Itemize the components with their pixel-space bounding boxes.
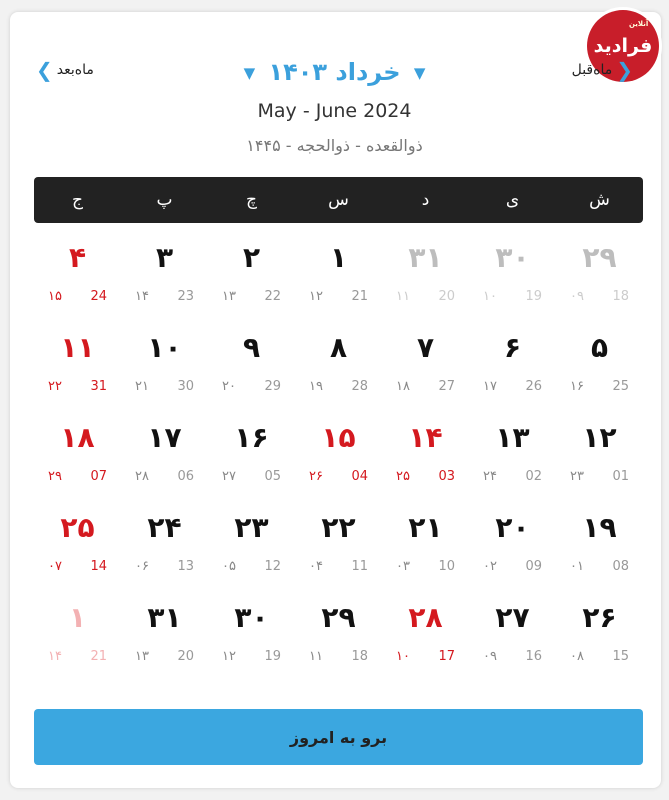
hijri-day: ۲۲ [48,379,62,394]
hijri-day: ۱۸ [396,379,410,394]
hijri-day: ۱۲ [309,289,323,304]
gregorian-day: 30 [177,379,194,394]
persian-day-number: ۱۳ [495,421,530,454]
weekday-label: ش [589,190,610,210]
persian-day-number: ۳۱ [147,601,182,634]
hijri-range: ذوالقعده - ذوالحجه - ۱۴۴۵ [246,136,423,155]
gregorian-day: 29 [264,379,281,394]
gregorian-day: 18 [612,289,629,304]
day-cell[interactable] [208,327,295,417]
day-cell[interactable] [34,507,121,597]
secondary-dates [556,649,643,664]
persian-day-number: ۱۴ [408,421,443,454]
day-cell[interactable] [382,417,469,507]
month-selector[interactable] [0,58,669,86]
hijri-day: ۱۴ [135,289,149,304]
persian-day-number: ۲۵ [60,511,95,544]
persian-day-number: ۷ [416,331,435,364]
gregorian-day: 12 [264,559,281,574]
day-cell[interactable] [469,237,556,327]
persian-day-number: ۱۱ [60,331,95,364]
arrow-right-icon: ❯ [616,58,633,82]
persian-day-number: ۱ [329,241,348,274]
secondary-dates [34,649,121,664]
secondary-dates [382,559,469,574]
gregorian-day: 14 [90,559,107,574]
gregorian-day: 18 [351,649,368,664]
persian-day-number: ۲۹ [582,241,617,274]
weekday-label: ی [505,190,520,210]
day-cell[interactable] [556,417,643,507]
chevron-down-icon[interactable]: ▼ [413,64,426,82]
secondary-dates [295,379,382,394]
day-cell[interactable] [34,237,121,327]
secondary-dates [208,559,295,574]
hijri-day: ۱۳ [135,649,149,664]
gregorian-day: 02 [525,469,542,484]
hijri-day: ۱۵ [48,289,62,304]
secondary-dates [34,289,121,304]
gregorian-day: 07 [90,469,107,484]
persian-day-number: ۴ [68,241,87,274]
hijri-day: ۰۶ [135,559,149,574]
gregorian-day: 11 [351,559,368,574]
secondary-dates [34,559,121,574]
hijri-day: ۰۲ [483,559,497,574]
secondary-dates [382,469,469,484]
gregorian-day: 17 [438,649,455,664]
weekday-label: پ [156,190,173,210]
persian-day-number: ۲۰ [495,511,530,544]
week-row [34,237,643,327]
day-cell[interactable] [34,327,121,417]
persian-day-number: ۱۲ [582,421,617,454]
day-cell[interactable] [121,237,208,327]
gregorian-day: 31 [90,379,107,394]
day-cell[interactable] [121,327,208,417]
weekday-label: ج [72,190,83,210]
secondary-dates [121,289,208,304]
arrow-left-icon: ❮ [36,58,53,82]
hijri-day: ۲۸ [135,469,149,484]
hijri-day: ۲۳ [570,469,584,484]
persian-day-number: ۱ [68,601,87,634]
weekday-label: چ [246,190,257,210]
hijri-day: ۰۱ [570,559,584,574]
day-cell[interactable] [34,597,121,687]
gregorian-day: 26 [525,379,542,394]
secondary-dates [208,649,295,664]
secondary-dates [556,559,643,574]
gregorian-day: 06 [177,469,194,484]
secondary-dates [121,469,208,484]
day-cell[interactable] [208,237,295,327]
persian-day-number: ۲۷ [495,601,530,634]
secondary-dates [208,469,295,484]
gregorian-day: 01 [612,469,629,484]
gregorian-day: 21 [90,649,107,664]
persian-day-number: ۹ [242,331,261,364]
gregorian-day: 20 [177,649,194,664]
persian-day-number: ۲۳ [234,511,269,544]
persian-day-number: ۲۹ [321,601,356,634]
secondary-dates [121,559,208,574]
hijri-day: ۲۱ [135,379,149,394]
gregorian-day: 13 [177,559,194,574]
gregorian-day: 10 [438,559,455,574]
secondary-dates [556,469,643,484]
day-cell[interactable] [121,597,208,687]
day-cell[interactable] [208,417,295,507]
persian-day-number: ۱۰ [147,331,182,364]
day-cell[interactable] [469,597,556,687]
secondary-dates [382,649,469,664]
month-title: خرداد ۱۴۰۳ [268,58,401,86]
gregorian-day: 03 [438,469,455,484]
gregorian-day: 22 [264,289,281,304]
secondary-dates [469,559,556,574]
persian-day-number: ۲۲ [321,511,356,544]
day-cell[interactable] [469,417,556,507]
persian-day-number: ۲۴ [147,511,182,544]
day-cell[interactable] [208,507,295,597]
gregorian-day: 04 [351,469,368,484]
hijri-day: ۰۹ [570,289,584,304]
go-to-today-button[interactable]: برو به امروز [34,709,643,765]
day-cell[interactable] [556,507,643,597]
week-row [34,417,643,507]
gregorian-range: May - June 2024 [257,100,412,122]
hijri-day: ۰۳ [396,559,410,574]
gregorian-day: 24 [90,289,107,304]
gregorian-day: 20 [438,289,455,304]
secondary-dates [469,289,556,304]
persian-day-number: ۸ [329,331,348,364]
day-cell[interactable] [295,417,382,507]
prev-month-label: ماه‌قبل [571,62,613,78]
hijri-day: ۱۰ [396,649,410,664]
persian-day-number: ۳۱ [408,241,443,274]
hijri-day: ۲۹ [48,469,62,484]
logo-tagline: آنلاین [629,20,649,28]
hijri-day: ۱۶ [570,379,584,394]
chevron-down-icon[interactable]: ▼ [243,64,256,82]
gregorian-day: 15 [612,649,629,664]
secondary-dates [34,469,121,484]
hijri-day: ۱۲ [222,649,236,664]
gregorian-day: 09 [525,559,542,574]
secondary-dates [208,289,295,304]
hijri-day: ۲۴ [483,469,497,484]
persian-day-number: ۱۷ [147,421,182,454]
persian-day-number: ۲۶ [582,601,617,634]
week-row [34,597,643,687]
day-cell[interactable] [556,237,643,327]
hijri-day: ۱۴ [48,649,62,664]
gregorian-day: 08 [612,559,629,574]
day-cell[interactable] [208,597,295,687]
secondary-dates [34,379,121,394]
secondary-dates [295,289,382,304]
hijri-day: ۰۴ [309,559,323,574]
hijri-day: ۲۵ [396,469,410,484]
day-cell[interactable] [295,237,382,327]
persian-day-number: ۱۵ [321,421,356,454]
secondary-dates [556,379,643,394]
hijri-day: ۱۳ [222,289,236,304]
weekday-header [34,177,643,223]
logo-text: فرادید [593,35,653,57]
hijri-day: ۲۷ [222,469,236,484]
secondary-dates [469,469,556,484]
secondary-dates [469,379,556,394]
secondary-dates [295,649,382,664]
calendar-grid [34,237,643,687]
gregorian-day: 28 [351,379,368,394]
gregorian-day: 19 [264,649,281,664]
day-cell[interactable] [34,417,121,507]
day-cell[interactable] [382,327,469,417]
week-row [34,327,643,417]
hijri-day: ۲۰ [222,379,236,394]
day-cell[interactable] [295,327,382,417]
gregorian-day: 25 [612,379,629,394]
day-cell[interactable] [556,597,643,687]
secondary-dates [295,559,382,574]
day-cell[interactable] [556,327,643,417]
hijri-day: ۰۸ [570,649,584,664]
persian-day-number: ۳ [155,241,174,274]
day-cell[interactable] [382,237,469,327]
hijri-day: ۱۰ [483,289,497,304]
hijri-day: ۰۷ [48,559,62,574]
day-cell[interactable] [295,507,382,597]
persian-day-number: ۶ [503,331,522,364]
secondary-dates [121,649,208,664]
day-cell[interactable] [382,507,469,597]
gregorian-day: 21 [351,289,368,304]
secondary-dates [556,289,643,304]
day-cell[interactable] [382,597,469,687]
day-cell[interactable] [469,327,556,417]
weekday-label: د [421,190,430,210]
hijri-day: ۱۱ [309,649,323,664]
secondary-dates [121,379,208,394]
hijri-day: ۱۱ [396,289,410,304]
persian-day-number: ۳۰ [234,601,269,634]
secondary-dates [469,649,556,664]
day-cell[interactable] [121,507,208,597]
gregorian-day: 23 [177,289,194,304]
persian-day-number: ۵ [590,331,609,364]
day-cell[interactable] [295,597,382,687]
hijri-day: ۱۷ [483,379,497,394]
persian-day-number: ۲۱ [408,511,443,544]
weekday-label: س [328,190,349,210]
persian-day-number: ۲۸ [408,601,443,634]
hijri-day: ۰۵ [222,559,236,574]
persian-day-number: ۱۶ [234,421,269,454]
hijri-day: ۰۹ [483,649,497,664]
persian-day-number: ۲ [242,241,261,274]
persian-day-number: ۱۹ [582,511,617,544]
secondary-dates [382,379,469,394]
day-cell[interactable] [121,417,208,507]
gregorian-day: 19 [525,289,542,304]
gregorian-day: 16 [525,649,542,664]
gregorian-day: 27 [438,379,455,394]
secondary-dates [208,379,295,394]
next-month-label: ماه‌بعد [56,62,94,78]
hijri-day: ۱۹ [309,379,323,394]
secondary-dates [295,469,382,484]
persian-day-number: ۱۸ [60,421,95,454]
hijri-day: ۲۶ [309,469,323,484]
day-cell[interactable] [469,507,556,597]
week-row [34,507,643,597]
gregorian-day: 05 [264,469,281,484]
secondary-dates [382,289,469,304]
persian-day-number: ۳۰ [495,241,530,274]
